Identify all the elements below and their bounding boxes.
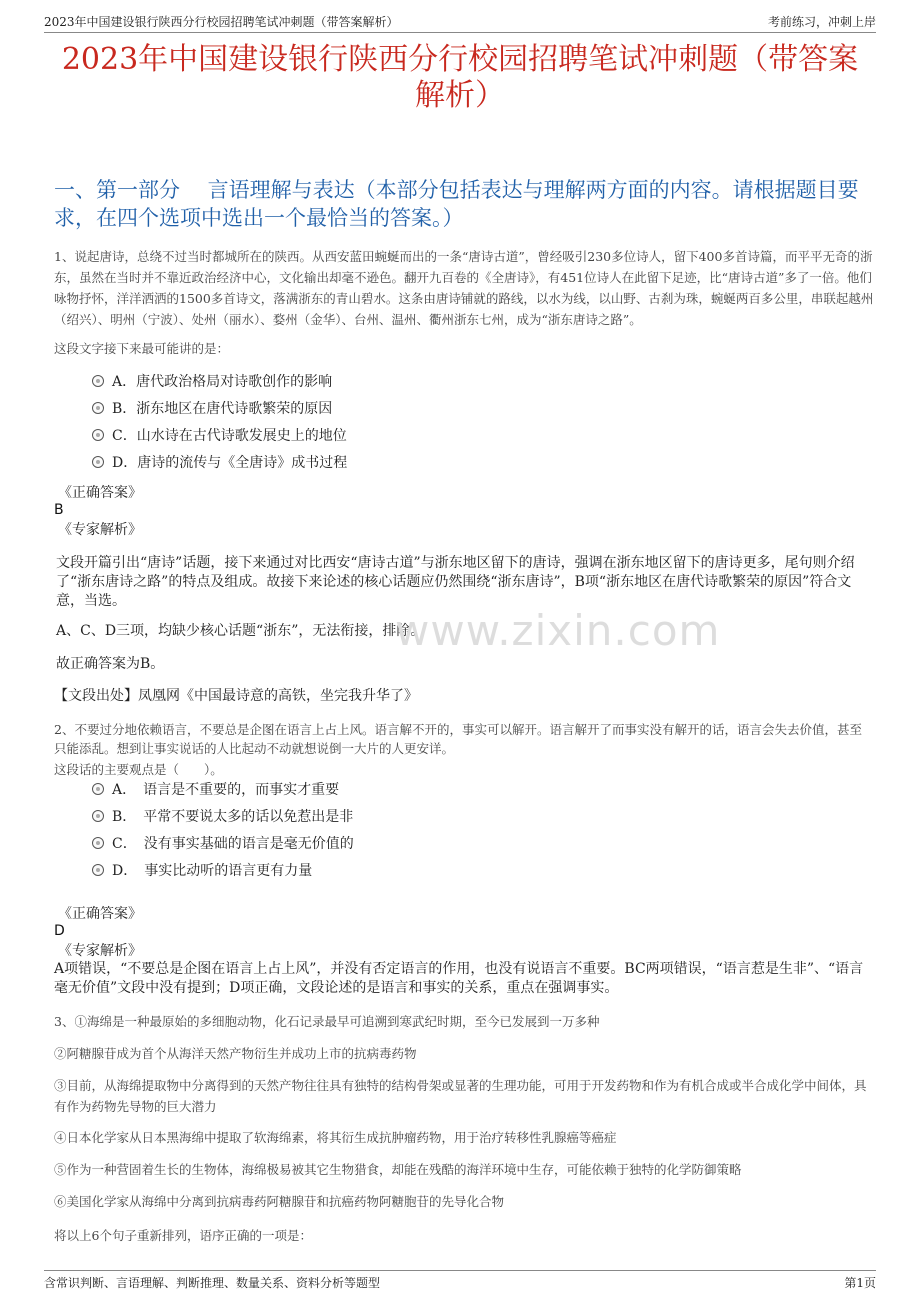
- page-header: [44, 8, 876, 33]
- header-doc-title: 2023年中国建设银行陕西分行校园招聘笔试冲刺题（带答案解析）: [44, 15, 399, 29]
- question-3-item-6: ⑥美国化学家从海绵中分离到抗病毒药阿糖腺苷和抗癌药物阿糖胞苷的先导化合物: [54, 1194, 505, 1209]
- question-3-item-1: 3、①海绵是一种最原始的多细胞动物，化石记录最早可追溯到寒武纪时期，至今已发展到一万多种: [54, 1014, 600, 1029]
- q1-option-a-label: A．唐代政治格局对诗歌创作的影响: [112, 374, 333, 390]
- header-slogan: 考前练习，冲刺上岸: [767, 15, 876, 29]
- q1-answer: B: [54, 502, 64, 518]
- q2-answer-label: 《正确答案》: [58, 906, 142, 922]
- q1-option-b-label: B．浙东地区在唐代诗歌繁荣的原因: [112, 401, 333, 417]
- q2-option-c[interactable]: [92, 833, 860, 855]
- q2-option-b[interactable]: [92, 806, 860, 828]
- question-3-item-4: ④日本化学家从日本黑海绵中提取了软海绵素，将其衍生成抗肿瘤药物，用于治疗转移性乳腺癌等癌症: [54, 1130, 617, 1145]
- q2-option-b-label: B． 平常不要说太多的话以免惹出是非: [112, 809, 354, 825]
- q2-option-c-label: C． 没有事实基础的语言是毫无价值的: [112, 836, 354, 852]
- radio-icon[interactable]: [92, 783, 104, 795]
- q1-analysis-label: 《专家解析》: [58, 522, 142, 538]
- question-2-text: 2、不要过分地依赖语言，不要总是企图在语言上占上风。语言解不开的，事实可以解开。语言解开了而事实没有解开的话，语言会失去价值，甚至只能添乱。想到让事实说话的人比起动不动就想说倒一大片的人更安详。: [54, 722, 862, 756]
- page-footer: [44, 1270, 876, 1291]
- radio-icon[interactable]: [92, 810, 104, 822]
- q2-option-a-label: A． 语言是不重要的，而事实才重要: [112, 782, 340, 798]
- q1-analysis-2: A、C、D三项，均缺少核心话题“浙东”，无法衔接，排除。: [56, 623, 425, 639]
- q1-option-c-label: C．山水诗在古代诗歌发展史上的地位: [112, 428, 347, 444]
- q1-option-c[interactable]: [92, 425, 860, 447]
- q1-answer-label: 《正确答案》: [58, 485, 142, 501]
- q1-option-d[interactable]: [92, 452, 860, 474]
- q2-analysis-label: 《专家解析》: [58, 943, 142, 959]
- radio-icon[interactable]: [92, 837, 104, 849]
- q2-option-d-label: D． 事实比动听的语言更有力量: [112, 863, 313, 879]
- q2-analysis: A项错误，“不要总是企图在语言上占上风”，并没有否定语言的作用，也没有说语言不重要。BC两项错误，“语言惹是生非”、“语言毫无价值”文段中没有提到；D项正确，文段论述的是语言和事实的关系，重点在强调事实。: [54, 961, 864, 996]
- question-3-prompt: 将以上6个句子重新排列，语序正确的一项是：: [54, 1228, 312, 1243]
- q1-source: 【文段出处】凤凰网《中国最诗意的高铁，坐完我升华了》: [54, 688, 418, 704]
- page-number: 第1页: [844, 1276, 876, 1290]
- radio-icon[interactable]: [92, 402, 104, 414]
- question-3-item-3: ③目前，从海绵提取物中分离得到的天然产物往往具有独特的结构骨架或显著的生理功能，可用于开发药物和作为有机合成或半合成化学中间体，具有作为药物先导物的巨大潜力: [54, 1078, 867, 1114]
- radio-icon[interactable]: [92, 456, 104, 468]
- q1-option-b[interactable]: [92, 398, 860, 420]
- q2-option-a[interactable]: [92, 779, 860, 801]
- question-2-prompt: 这段话的主要观点是（ ）。: [54, 762, 223, 777]
- question-3-item-2: ②阿糖腺苷成为首个从海洋天然产物衍生并成功上市的抗病毒药物: [54, 1046, 417, 1061]
- page-title: 2023年中国建设银行陕西分行校园招聘笔试冲刺题（带答案解析）: [61, 42, 859, 113]
- q1-analysis-3: 故正确答案为B。: [56, 656, 165, 672]
- watermark: www.zixin.com: [395, 606, 721, 655]
- question-3-item-5: ⑤作为一种营固着生长的生物体，海绵极易被其它生物猎食，却能在残酷的海洋环境中生存，可能依赖于独特的化学防御策略: [54, 1162, 742, 1177]
- q1-option-a[interactable]: [92, 371, 860, 393]
- radio-icon[interactable]: [92, 375, 104, 387]
- section-heading: 一、第一部分 言语理解与表达（本部分包括表达与理解两方面的内容。请根据题目要求，在四个选项中选出一个最恰当的答案。）: [54, 178, 859, 230]
- question-1-prompt: 这段文字接下来最可能讲的是：: [54, 341, 230, 356]
- radio-icon[interactable]: [92, 429, 104, 441]
- footer-note: 含常识判断、言语理解、判断推理、数量关系、资料分析等题型: [44, 1276, 381, 1290]
- q1-option-d-label: D．唐诗的流传与《全唐诗》成书过程: [112, 455, 348, 471]
- q2-answer: D: [54, 923, 65, 939]
- radio-icon[interactable]: [92, 864, 104, 876]
- q2-option-d[interactable]: [92, 860, 860, 882]
- question-1-text: 1、说起唐诗，总绕不过当时都城所在的陕西。从西安蓝田蜿蜒而出的一条“唐诗古道”，曾经吸引230多位诗人，留下400多首诗篇，而平平无奇的浙东，虽然在当时并不靠近政治经济中心，文化输出却毫不逊色。翻开九百卷的《全唐诗》，有451位诗人在此留下足迹，比“唐诗古道”多了一倍。他们咏物抒怀，洋洋洒洒的1500多首诗文，落满浙东的青山碧水。这条由唐诗铺就的路线，以水为线，以山野、古刹为珠，蜿蜒两百多公里，串联起越州（绍兴）、明州（宁波）、处州（丽水）、婺州（金华）、台州、温州、衢州浙东七州，成为“浙东唐诗之路”。: [54, 249, 874, 327]
- q1-analysis-1: 文段开篇引出“唐诗”话题，接下来通过对比西安“唐诗古道”与浙东地区留下的唐诗，强调在浙东地区留下的唐诗更多，尾句则介绍了“浙东唐诗之路”的特点及组成。故接下来论述的核心话题应仍然围绕“浙东唐诗”，B项“浙东地区在唐代诗歌繁荣的原因”符合文意，当选。: [56, 555, 855, 609]
